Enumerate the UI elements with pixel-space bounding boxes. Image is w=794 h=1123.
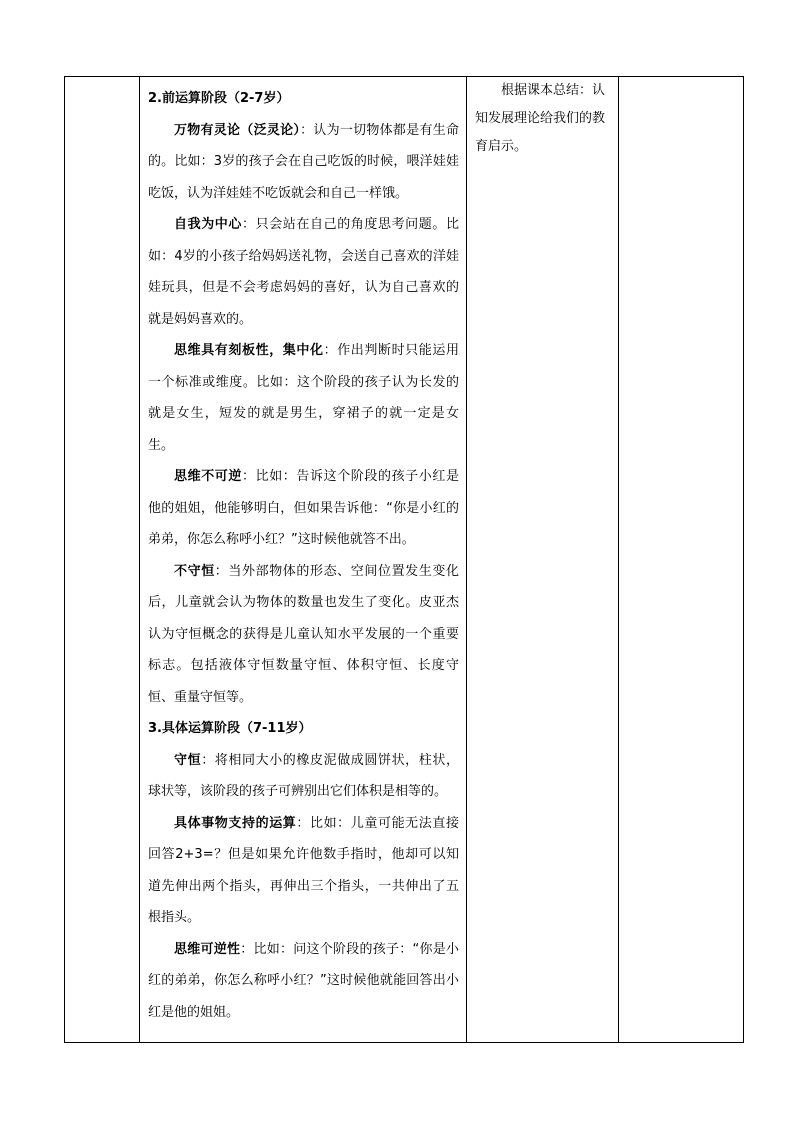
term-rigid: 思维具有刻板性，集中化 <box>174 343 324 358</box>
paragraph-rigid: 思维具有刻板性，集中化：作出判断时只能运用一个标准或维度。比如：这个阶段的孩子认为长发的就是女生，短发的就是男生，穿裙子的就一定是女生。 <box>148 343 459 453</box>
lesson-table <box>64 76 744 1043</box>
paragraph-irreversible: 思维不可逆：比如：告诉这个阶段的孩子小红是他的姐姐，他能够明白，但如果告诉他：“你是小红的弟弟，你怎么称呼小红？”这时候他就答不出。 <box>148 469 459 547</box>
content-cell <box>140 77 467 1043</box>
term-conservation: 守恒 <box>174 752 202 768</box>
term-egocentric: 自我为中心 <box>174 217 242 232</box>
term-reversible: 思维可逆性 <box>174 941 241 957</box>
summary-text: 根据课本总结：认知发展理论给我们的教育启示。 <box>475 83 606 154</box>
term-irreversible: 思维不可逆 <box>174 469 242 484</box>
paragraph-egocentric: 自我为中心：只会站在自己的角度思考问题。比如：4岁的小孩子给妈妈送礼物，会送自己喜欢的洋娃娃玩具，但是不会考虑妈妈的喜好，认为自己喜欢的就是妈妈喜欢的。 <box>148 217 459 327</box>
paragraph-nonconservation: 不守恒：当外部物体的形态、空间位置发生变化后，儿童就会认为物体的数量也发生了变化。皮亚杰认为守恒概念的获得是儿童认知水平发展的一个重要标志。包括液体守恒数量守恒、体积守恒、长度守恒、重量守恒等。 <box>148 563 459 705</box>
term-animism: 万物有灵论（泛灵论） <box>174 122 301 138</box>
empty-cell-right <box>619 77 744 1043</box>
paragraph-reversible: 思维可逆性：比如：问这个阶段的孩子：“你是小红的弟弟，你怎么称呼小红？”这时候他就能回答出小红是他的姐姐。 <box>148 941 459 1020</box>
summary-cell <box>467 77 619 1043</box>
section-heading-preoperational: 2.前运算阶段（2-7岁） <box>148 91 290 106</box>
section-heading-concrete: 3.具体运算阶段（7-11岁） <box>148 721 312 736</box>
term-concrete: 具体事物支持的运算 <box>174 815 297 831</box>
paragraph-conservation: 守恒：将相同大小的橡皮泥做成圆饼状，柱状，球状等，该阶段的孩子可辨别出它们体积是相等的。 <box>148 752 459 799</box>
paragraph-animism: 万物有灵论（泛灵论）：认为一切物体都是有生命的。比如：3岁的孩子会在自己吃饭的时候，喂洋娃娃吃饭，认为洋娃娃不吃饭就会和自己一样饿。 <box>148 122 459 201</box>
paragraph-concrete: 具体事物支持的运算：比如：儿童可能无法直接回答2+3=？但是如果允许他数手指时，他却可以知道先伸出两个指头，再伸出三个指头，一共伸出了五根指头。 <box>148 815 459 925</box>
term-nonconservation: 不守恒 <box>174 563 215 579</box>
empty-cell-left <box>65 77 140 1043</box>
